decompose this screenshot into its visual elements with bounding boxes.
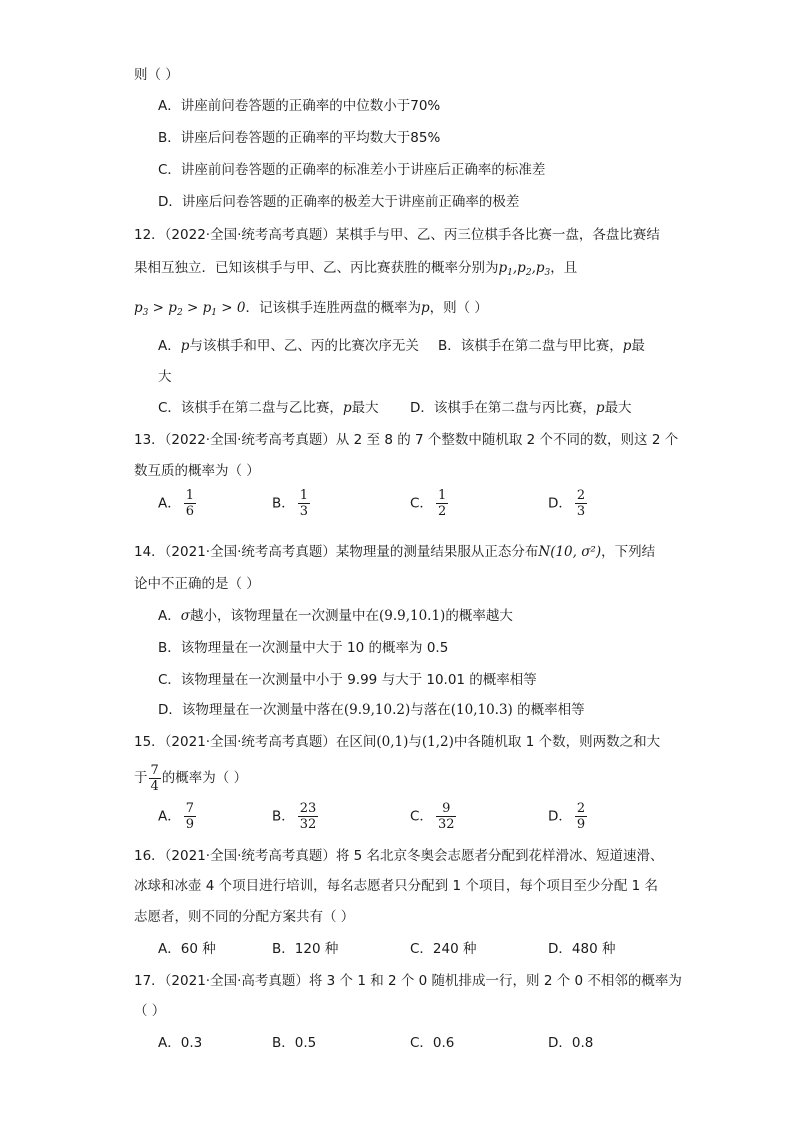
q11-option-b: B．讲座后问卷答题的正确率的平均数大于85% (158, 130, 441, 146)
q14-option-c: C．该物理量在一次测量中小于 9.99 与大于 10.01 的概率相等 (158, 672, 537, 688)
q13-stem-line1: 13．（2022·全国·统考高考真题）从 2 至 8 的 7 个整数中随机取 2 个不同的数，则这 2 个 (134, 432, 679, 448)
q13-option-a: A． $\frac{1}{6}$ (158, 488, 195, 519)
q17-option-d: D．0.8 (548, 1035, 594, 1051)
q14-option-b: B．该物理量在一次测量中大于 10 的概率为 0.5 (158, 640, 449, 656)
q17-stem-line2: （ ） (134, 1003, 166, 1019)
q13-option-b: B． $\frac{1}{3}$ (272, 488, 309, 519)
q15-stem-line2: 于 $\frac{7}{4}$ 的概率为（ ） (134, 762, 248, 794)
fraction: $\frac{2}{9}$ (576, 801, 586, 832)
q15-option-a: A． $\frac{7}{9}$ (158, 801, 195, 832)
q13-option-d: D． $\frac{2}{3}$ (548, 488, 586, 519)
q16-option-b: B．120 种 (272, 941, 339, 957)
q17-option-a: A．0.3 (158, 1035, 203, 1051)
q11-option-a: A．讲座前问卷答题的正确率的中位数小于70% (158, 98, 441, 114)
q16-stem-line1: 16．（2021·全国·统考高考真题）将 5 名北京冬奥会志愿者分配到花样滑冰、短道速滑、 (134, 848, 664, 864)
q12-option-b: B．该棋手在第二盘与甲比赛，p最 (438, 338, 645, 354)
fraction: $\frac{1}{6}$ (185, 488, 195, 519)
q15-option-d: D． $\frac{2}{9}$ (548, 801, 586, 832)
q14-stem-line2: 论中不正确的是（ ） (134, 576, 260, 592)
q14-stem-line1: 14．（2021·全国·统考高考真题）某物理量的测量结果服从正态分布N(10, σ²)，下列结 (134, 544, 656, 560)
q11-option-d: D．讲座后问卷答题的正确率的极差大于讲座前正确率的极差 (158, 194, 520, 210)
q16-option-a: A．60 种 (158, 941, 216, 957)
q15-option-c: C． $\frac{9}{32}$ (410, 801, 455, 832)
q12-stem-line1: 12．（2022·全国·统考高考真题）某棋手与甲、乙、丙三位棋手各比赛一盘，各盘比赛结 (134, 227, 660, 243)
q12-option-c: C．该棋手在第二盘与乙比赛，p最大 (158, 400, 379, 416)
q14-option-d: D．该物理量在一次测量中落在(9.9,10.2)与落在(10,10.3) 的概率相等 (158, 702, 585, 718)
q16-stem-line3: 志愿者，则不同的分配方案共有（ ） (134, 909, 355, 925)
q12-option-d: D．该棋手在第二盘与丙比赛，p最大 (410, 400, 632, 416)
q15-stem-line1: 15．（2021·全国·统考高考真题）在区间(0,1)与(1,2)中各随机取 1 个数，则两数之和大 (134, 734, 661, 750)
q15-option-b: B． $\frac{23}{32}$ (272, 801, 317, 832)
fraction: $\frac{1}{2}$ (437, 488, 447, 519)
fraction: $\frac{7}{9}$ (185, 801, 195, 832)
q17-option-b: B．0.5 (272, 1035, 317, 1051)
q17-option-c: C．0.6 (410, 1035, 455, 1051)
fraction: $\frac{2}{3}$ (576, 488, 586, 519)
q17-stem-line1: 17．（2021·全国·高考真题）将 3 个 1 和 2 个 0 随机排成一行，则 2 个 0 不相邻的概率为 (134, 973, 682, 989)
fraction: $\frac{7}{4}$ (150, 762, 159, 794)
fraction: $\frac{23}{32}$ (299, 801, 317, 832)
q12-stem-line2: 果相互独立．已知该棋手与甲、乙、丙比赛获胜的概率分别为$p_1,p_2,p_3$，且 (134, 260, 578, 278)
q12-option-b-wrap: 大 (158, 369, 172, 385)
q16-option-d: D．480 种 (548, 941, 616, 957)
q14-option-a: A．σ越小，该物理量在一次测量中在(9.9,10.1)的概率越大 (158, 608, 513, 624)
q16-stem-line2: 冰球和冰壶 4 个项目进行培训，每名志愿者只分配到 1 个项目，每个项目至少分配 1 名 (134, 878, 659, 894)
q12-option-a: A．p与该棋手和甲、乙、丙的比赛次序无关 (158, 338, 419, 354)
q11-option-c: C．讲座前问卷答题的正确率的标准差小于讲座后正确率的标准差 (158, 162, 546, 178)
q12-stem-line3: $p_3 > p_2 > p_1 > 0$．记该棋手连胜两盘的概率为p，则（ ） (134, 300, 488, 318)
fraction: $\frac{9}{32}$ (437, 801, 455, 832)
q11-stem-tail: 则（ ） (134, 67, 179, 83)
q13-stem-line2: 数互质的概率为（ ） (134, 463, 260, 479)
q12-inequality: $p_3 > p_2 > p_1 > 0$ (134, 300, 246, 318)
q12-probabilities: $p_1,p_2,p_3$ (498, 260, 551, 278)
q13-option-c: C． $\frac{1}{2}$ (410, 488, 447, 519)
fraction: $\frac{1}{3}$ (299, 488, 309, 519)
q16-option-c: C．240 种 (410, 941, 477, 957)
